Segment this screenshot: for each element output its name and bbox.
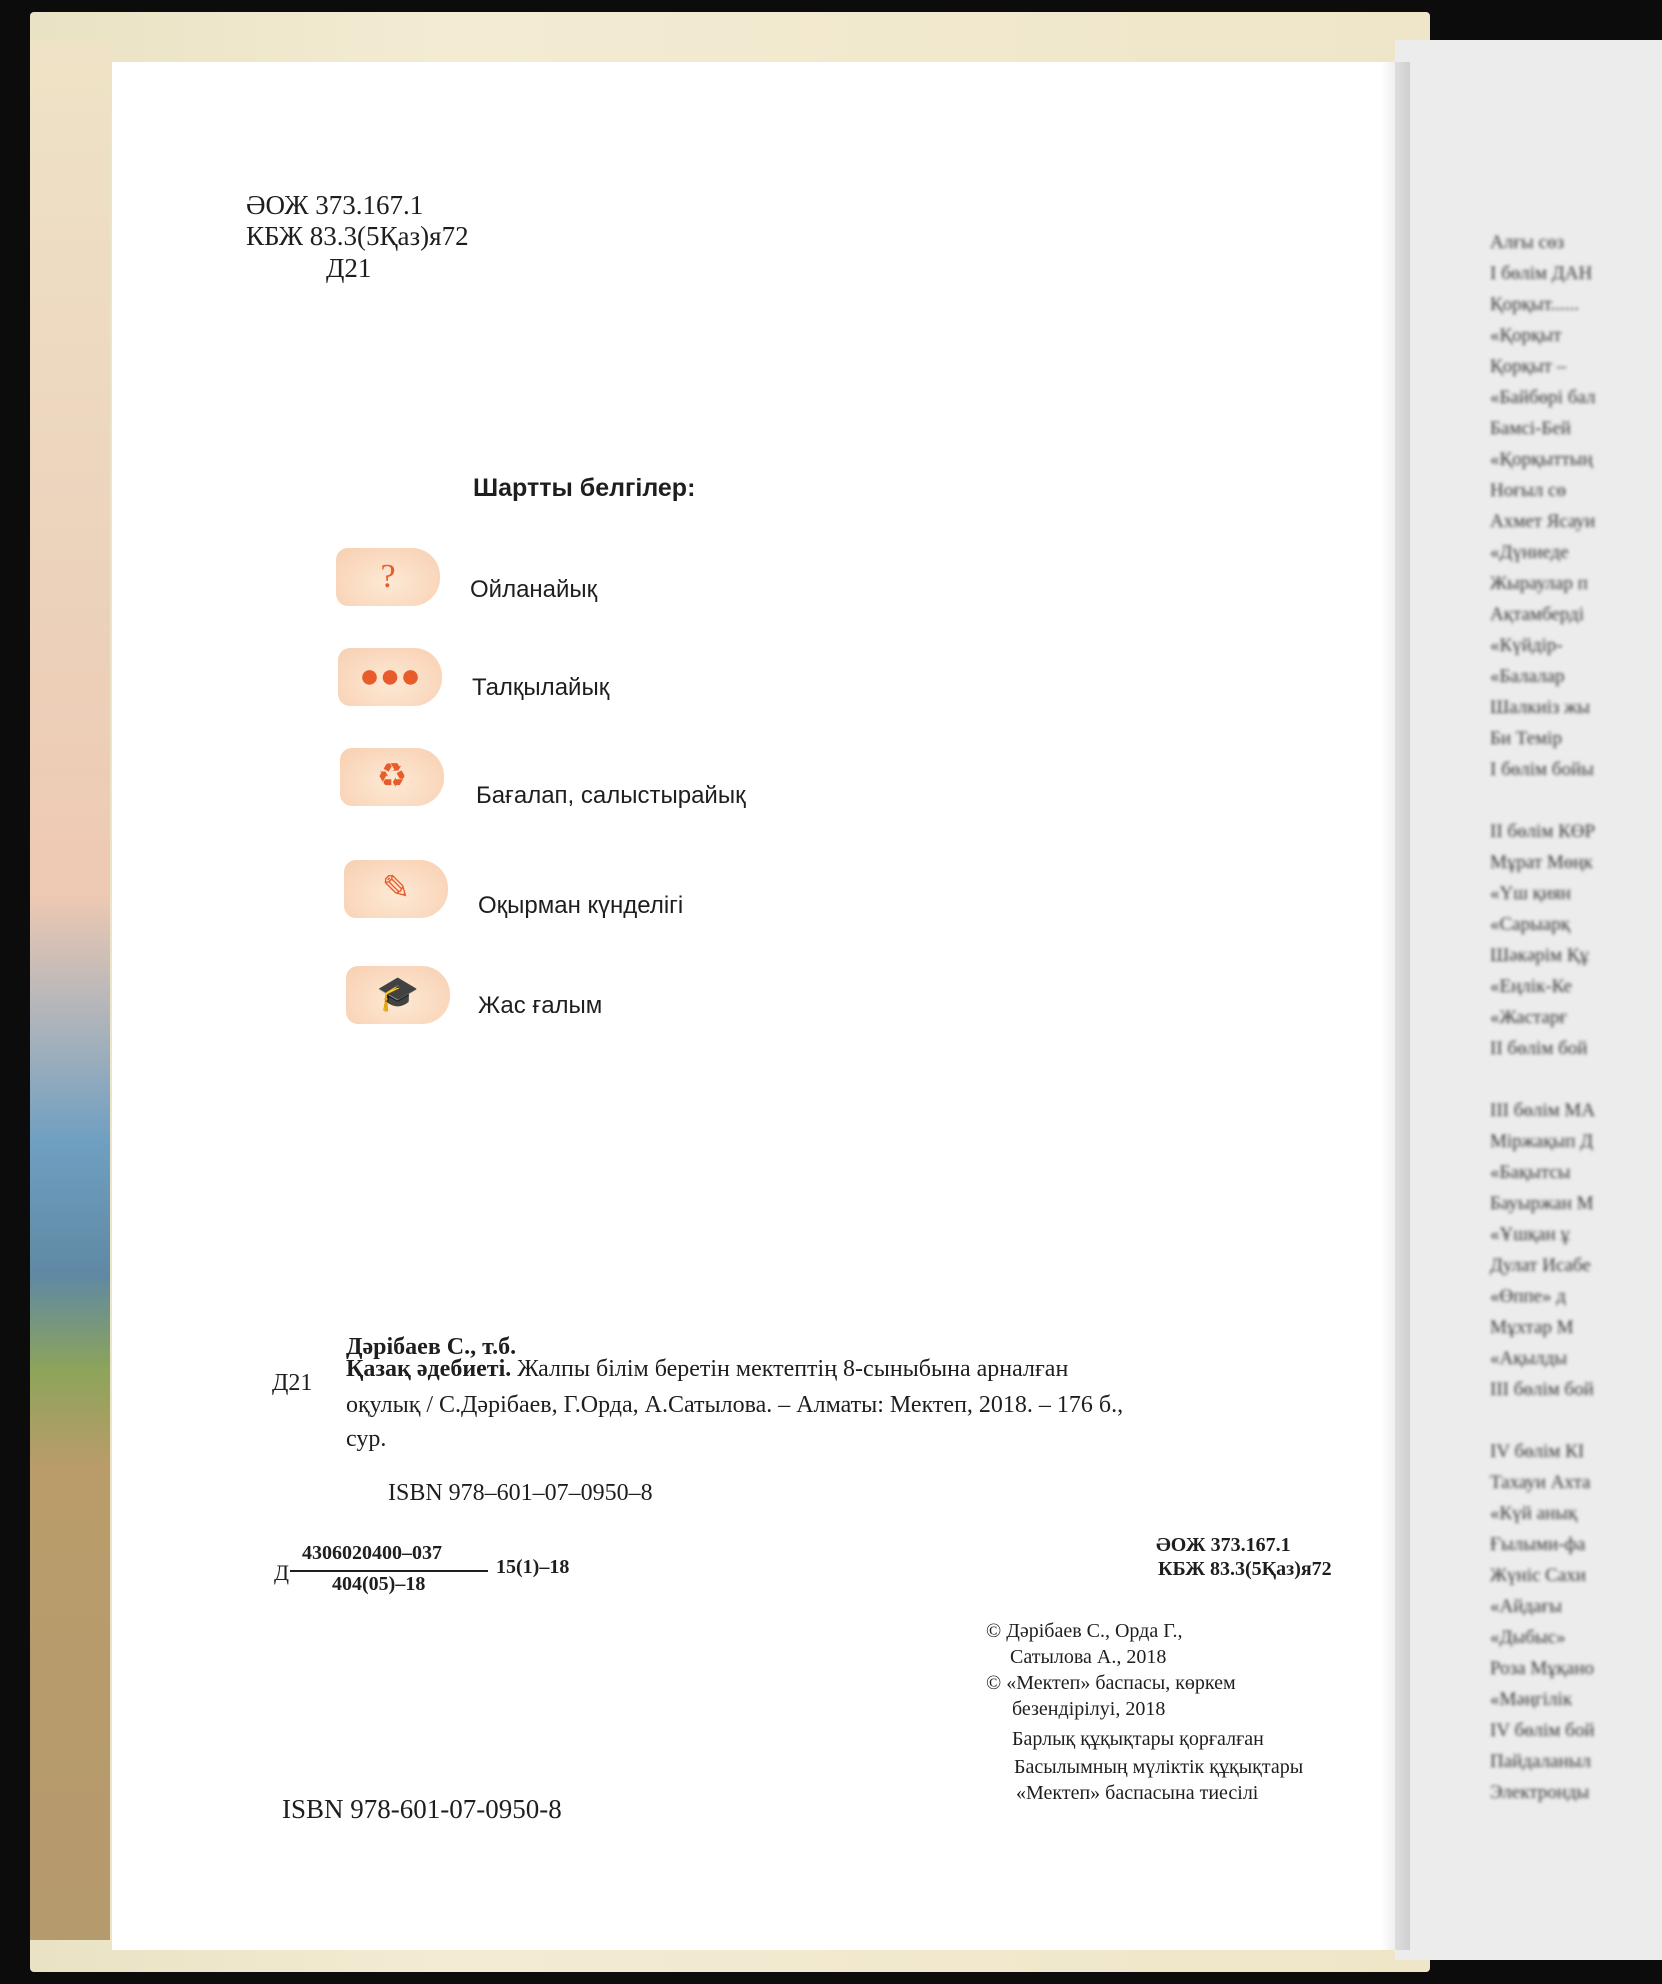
legend-label: Оқырман күнделігі <box>478 892 684 919</box>
biblio-title: Қазақ әдебиеті. <box>346 1356 512 1382</box>
toc-line: «Күй анық <box>1490 1503 1578 1524</box>
toc-line: Роза Мұқано <box>1490 1658 1595 1679</box>
toc-line: Қорқыт...... <box>1490 294 1580 315</box>
recycle-book-icon: ♻ <box>340 748 444 806</box>
legend-label: Бағалап, салыстырайық <box>476 782 746 809</box>
toc-line: «Жастарғ <box>1490 1007 1568 1028</box>
biblio-line3: сур. <box>346 1426 387 1452</box>
toc-line: II бөлім бой <box>1490 1038 1588 1059</box>
udk-code-top: ӘОЖ 373.167.1 <box>246 190 424 220</box>
udk-code-right: ӘОЖ 373.167.1 <box>1156 1534 1291 1556</box>
toc-line: Бауыржан М <box>1490 1193 1594 1214</box>
toc-line: Мұхтар М <box>1490 1317 1574 1338</box>
toc-line: Ғылыми-фа <box>1490 1534 1586 1555</box>
graduation-cap-book-icon: 🎓 <box>346 966 450 1024</box>
author-code-top: Д21 <box>326 253 372 283</box>
kbk-code-right: КБЖ 83.3(5Қаз)я72 <box>1158 1558 1332 1580</box>
copyright-line4: безендірілуі, 2018 <box>1012 1698 1166 1720</box>
fraction-suffix: 15(1)–18 <box>496 1556 570 1578</box>
copyright-line7: «Мектеп» баспасына тиесілі <box>1016 1782 1259 1804</box>
open-book-question-icon: ? <box>336 548 440 606</box>
toc-line: Ақтамберді <box>1490 604 1584 625</box>
toc-line: Би Темір <box>1490 728 1562 749</box>
fraction-denominator: 404(05)–18 <box>332 1573 426 1595</box>
toc-line: Қорқыт – <box>1490 356 1567 377</box>
copyright-line3: © «Мектеп» баспасы, көркем <box>986 1672 1236 1694</box>
imprint-page <box>112 62 1395 1950</box>
copyright-line5: Барлық құқықтары қорғалған <box>1012 1728 1264 1750</box>
biblio-line2: оқулық / С.Дәрібаев, Г.Орда, А.Сатылова. – Алматы: Мектеп, 2018. – 176 б., <box>346 1392 1124 1418</box>
toc-line: Міржақып Д <box>1490 1131 1594 1152</box>
toc-line: Шалкиіз жы <box>1490 697 1591 718</box>
toc-line: «Қорқыт <box>1490 325 1562 346</box>
toc-line: Мұрат Мөңк <box>1490 852 1593 873</box>
toc-line: «Үш қиян <box>1490 883 1571 904</box>
next-page-table-of-contents <box>1490 232 1662 1822</box>
toc-line: «Ақылды <box>1490 1348 1568 1369</box>
copyright-line1: © Дәрібаев С., Орда Г., <box>986 1620 1183 1642</box>
toc-line: Алғы сөз <box>1490 232 1564 253</box>
toc-line: I бөлім бойы <box>1490 759 1594 780</box>
kbk-code-top: КБЖ 83.3(5Қаз)я72 <box>246 221 469 251</box>
isbn-bottom: ISBN 978-601-07-0950-8 <box>282 1794 562 1824</box>
biblio-author: Дәрібаев С., т.б. <box>346 1334 517 1360</box>
toc-line: IV бөлім КІ <box>1490 1441 1585 1462</box>
toc-line: II бөлім КӨР <box>1490 821 1596 842</box>
toc-line: Пайдаланыл <box>1490 1751 1591 1772</box>
toc-line: «Дыбыс» <box>1490 1627 1566 1648</box>
cover-artwork-strip <box>30 40 110 1940</box>
toc-line: Тахауи Ахта <box>1490 1472 1591 1493</box>
toc-line: «Мәңгілік <box>1490 1689 1573 1710</box>
biblio-isbn: ISBN 978–601–07–0950–8 <box>388 1480 653 1506</box>
toc-line: III бөлім бой <box>1490 1379 1594 1400</box>
toc-line: Бамсі-Бей <box>1490 418 1571 439</box>
toc-line <box>1490 1410 1662 1441</box>
toc-line: «Байбөрі бал <box>1490 387 1596 408</box>
toc-line: Шәкәрім Құ <box>1490 945 1589 966</box>
toc-line: III бөлім МА <box>1490 1100 1596 1121</box>
fraction-prefix: Д <box>274 1560 290 1585</box>
toc-line: «Өппе» д <box>1490 1286 1566 1307</box>
people-discussion-book-icon: ●●● <box>338 648 442 706</box>
copyright-line2: Сатылова А., 2018 <box>1010 1646 1167 1668</box>
legend-title: Шартты белгілер: <box>473 474 696 502</box>
toc-line: «Ұшқан ұ <box>1490 1224 1570 1245</box>
toc-line <box>1490 1069 1662 1100</box>
toc-line <box>1490 790 1662 821</box>
biblio-line1 <box>346 1356 1368 1383</box>
toc-line: «Еңлік-Ке <box>1490 976 1572 997</box>
toc-line: Ахмет Ясауи <box>1490 511 1596 532</box>
fraction-line <box>290 1570 488 1572</box>
legend-label: Талқылайық <box>472 674 610 701</box>
toc-line: I бөлім ДАН <box>1490 263 1593 284</box>
toc-line: Электронды <box>1490 1782 1590 1803</box>
biblio-line1-rest: Жалпы білім беретін мектептің 8-сыныбына арналған <box>517 1356 1069 1382</box>
toc-line: «Айдағы <box>1490 1596 1563 1617</box>
legend-label: Ойланайық <box>470 576 598 603</box>
toc-line: Дулат Исабе <box>1490 1255 1591 1276</box>
legend-label: Жас ғалым <box>478 992 603 1019</box>
toc-line: «Балалар <box>1490 666 1565 687</box>
toc-line: «Бақытсы <box>1490 1162 1571 1183</box>
toc-line: «Дүниеде <box>1490 542 1569 563</box>
toc-line: «Күйдір- <box>1490 635 1563 656</box>
toc-line: Жүніс Сахи <box>1490 1565 1586 1586</box>
fraction-numerator: 4306020400–037 <box>302 1542 442 1564</box>
toc-line: Ноғыл сө <box>1490 480 1566 501</box>
toc-line: IV бөлім бой <box>1490 1720 1595 1741</box>
toc-line: «Сарыарқ <box>1490 914 1571 935</box>
toc-line: Жыраулар п <box>1490 573 1588 594</box>
page-gutter-shadow <box>1380 62 1410 1950</box>
book-pen-icon: ✎ <box>344 860 448 918</box>
biblio-code: Д21 <box>272 1370 313 1396</box>
toc-line: «Қорқыттың <box>1490 449 1593 470</box>
copyright-line6: Басылымның мүліктік құқықтары <box>1014 1756 1304 1778</box>
